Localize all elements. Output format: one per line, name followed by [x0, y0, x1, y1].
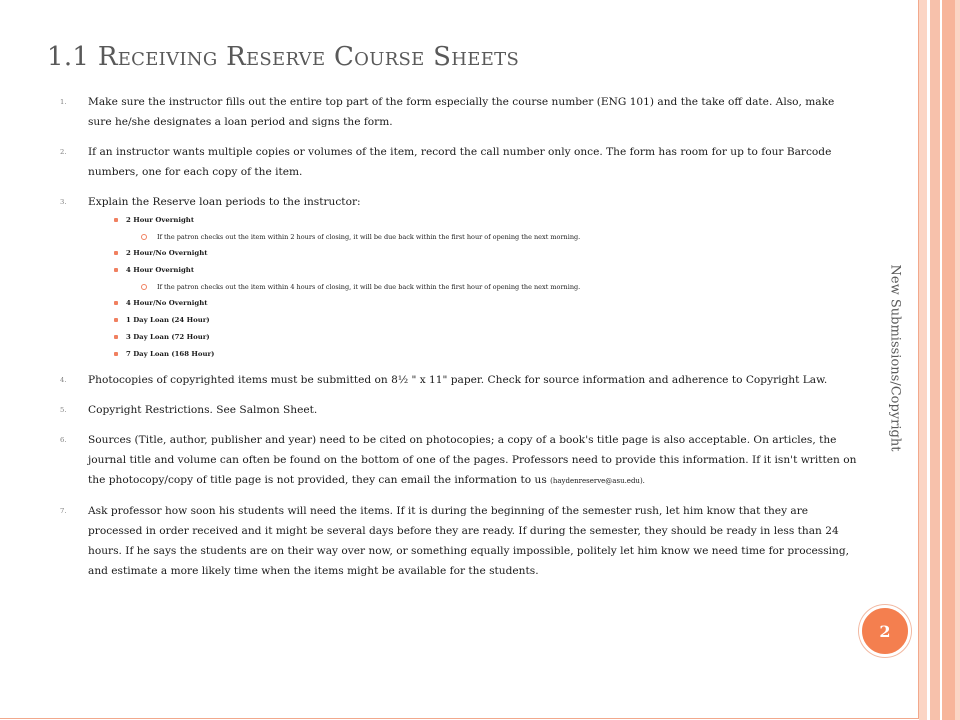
item-text: Explain the Reserve loan periods to the instructor:: [88, 196, 361, 208]
loan-period-label: 2 Hour/No Overnight: [126, 249, 208, 257]
circle-bullet-icon: [141, 234, 147, 240]
loan-period-label: 4 Hour Overnight: [126, 266, 194, 274]
item-text: Ask professor how soon his students will need the items. If it is during the beginning of the semester rush, let him know that they are processed in order received and it might be several days before they are ready. If during the semester, they should be ready in less than 24 hours. If he says the students are on their way over now, or something equally impossible, politely let him know we need time for processing, and estimate a more likely time when the items might be available for the students.: [88, 505, 850, 577]
loan-period-detail: [126, 282, 860, 292]
loan-period-item: [88, 315, 860, 326]
instruction-list: [60, 92, 860, 591]
loan-period-label: 7 Day Loan (168 Hour): [126, 350, 215, 358]
item-number: 1.: [60, 98, 67, 106]
list-item: [60, 142, 860, 182]
loan-period-list: [88, 215, 860, 360]
bullet-icon: [114, 301, 118, 305]
item-number: 2.: [60, 148, 67, 156]
item-number: 5.: [60, 406, 67, 414]
list-item: [60, 92, 860, 132]
bullet-icon: [114, 268, 118, 272]
item-number: 7.: [60, 507, 67, 515]
loan-period-item: [88, 298, 860, 309]
list-item: [60, 192, 860, 360]
loan-period-label: 2 Hour Overnight: [126, 216, 194, 224]
title-text: Receiving Reserve Course Sheets: [97, 42, 520, 72]
slide-title: [47, 42, 519, 72]
item-number: 6.: [60, 436, 67, 444]
title-number: 1.1: [47, 42, 98, 72]
page-number-badge: 2: [859, 605, 911, 657]
detail-text: If the patron checks out the item within 4 hours of closing, it will be due back within the first hour of opening the next morning.: [157, 283, 581, 291]
side-section-label: New Submissions/Copyright: [887, 264, 903, 452]
loan-period-item: [88, 349, 860, 360]
loan-period-label: 1 Day Loan (24 Hour): [126, 316, 210, 324]
item-text: Make sure the instructor fills out the entire top part of the form especially the course number (ENG 101) and the take off date. Also, make sure he/she designates a loan period and signs the form.: [88, 96, 835, 128]
loan-period-item: [88, 332, 860, 343]
decorative-stripes: [919, 0, 960, 720]
item-text: Sources (Title, author, publisher and year) need to be cited on photocopies; a copy of a book's title page is also acceptable. On articles, the journal title and volume can often be found on the bottom of one of the pages. Professors need to provide this information. If it isn't written on the photocopy/copy of title page is not provided, they can email the information to us: [88, 434, 857, 486]
loan-period-item: [88, 215, 860, 242]
list-item: [60, 430, 860, 491]
bullet-icon: [114, 335, 118, 339]
list-item: [60, 501, 860, 581]
item-number: 4.: [60, 376, 67, 384]
list-item: [60, 400, 860, 420]
detail-text: If the patron checks out the item within 2 hours of closing, it will be due back within the first hour of opening the next morning.: [157, 233, 581, 241]
item-text: Copyright Restrictions. See Salmon Sheet.: [88, 404, 318, 416]
loan-period-detail: [126, 232, 860, 242]
bullet-icon: [114, 318, 118, 322]
circle-bullet-icon: [141, 284, 147, 290]
item-number: 3.: [60, 198, 67, 206]
email-address: (haydenreserve@asu.edu).: [550, 477, 645, 485]
list-item: [60, 370, 860, 390]
loan-period-item: [88, 248, 860, 259]
item-text: Photocopies of copyrighted items must be submitted on 8½ " x 11" paper. Check for source information and adherence to Copyright Law.: [88, 374, 828, 386]
loan-period-label: 4 Hour/No Overnight: [126, 299, 208, 307]
bullet-icon: [114, 352, 118, 356]
bullet-icon: [114, 251, 118, 255]
loan-period-item: [88, 265, 860, 292]
item-text: If an instructor wants multiple copies or volumes of the item, record the call number only once. The form has room for up to four Barcode numbers, one for each copy of the item.: [88, 146, 832, 178]
bullet-icon: [114, 218, 118, 222]
loan-period-label: 3 Day Loan (72 Hour): [126, 333, 210, 341]
